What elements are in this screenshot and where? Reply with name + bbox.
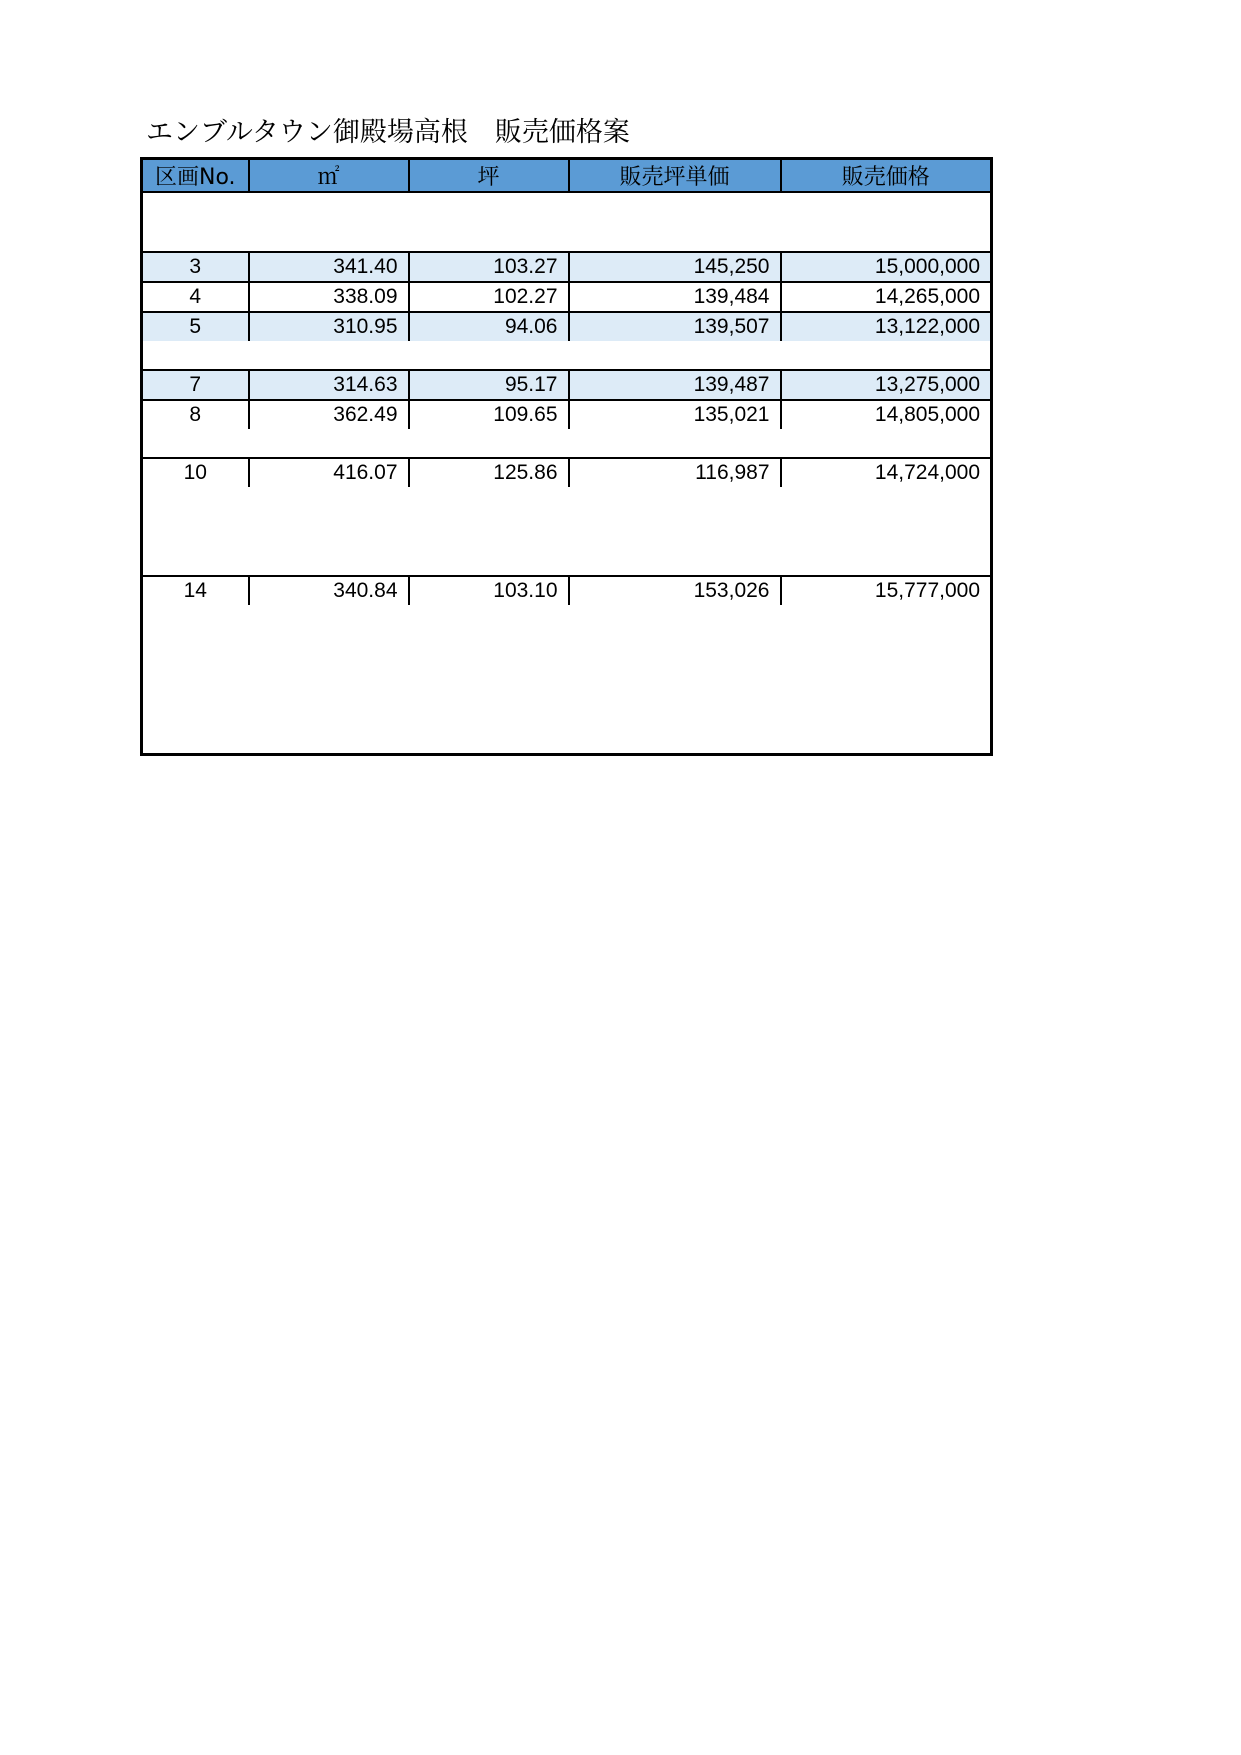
price-cell: 13,275,000 [781, 370, 992, 400]
tsubo-cell: 103.27 [409, 252, 569, 282]
table-row [142, 576, 992, 605]
lot-no-cell: 4 [142, 282, 249, 312]
tsubo-cell: 103.10 [409, 576, 569, 605]
header-unit-price: 販売坪単価 [569, 159, 781, 193]
tsubo-cell: 94.06 [409, 312, 569, 341]
price-cell: 14,265,000 [781, 282, 992, 312]
blank-row [142, 605, 992, 755]
sqm-cell: 340.84 [249, 576, 409, 605]
unit-price-cell: 139,507 [569, 312, 781, 341]
price-cell: 15,000,000 [781, 252, 992, 282]
lot-no-cell: 7 [142, 370, 249, 400]
tsubo-cell: 102.27 [409, 282, 569, 312]
sqm-cell: 416.07 [249, 458, 409, 487]
price-cell: 13,122,000 [781, 312, 992, 341]
sqm-cell: 362.49 [249, 400, 409, 429]
table-row [142, 400, 992, 429]
table-row [142, 312, 992, 341]
lot-no-cell: 10 [142, 458, 249, 487]
lot-no-cell: 14 [142, 576, 249, 605]
price-cell: 14,724,000 [781, 458, 992, 487]
tsubo-cell: 95.17 [409, 370, 569, 400]
sqm-cell: 310.95 [249, 312, 409, 341]
table-header-row [142, 159, 992, 193]
unit-price-cell: 145,250 [569, 252, 781, 282]
blank-row [142, 429, 992, 458]
unit-price-cell: 139,487 [569, 370, 781, 400]
tsubo-cell: 109.65 [409, 400, 569, 429]
header-square-meters: ㎡ [249, 159, 409, 193]
unit-price-cell: 153,026 [569, 576, 781, 605]
table-row [142, 282, 992, 312]
tsubo-cell: 125.86 [409, 458, 569, 487]
lot-no-cell: 8 [142, 400, 249, 429]
sqm-cell: 338.09 [249, 282, 409, 312]
unit-price-cell: 139,484 [569, 282, 781, 312]
sqm-cell: 341.40 [249, 252, 409, 282]
sqm-cell: 314.63 [249, 370, 409, 400]
price-cell: 14,805,000 [781, 400, 992, 429]
unit-price-cell: 116,987 [569, 458, 781, 487]
header-tsubo: 坪 [409, 159, 569, 193]
lot-no-cell: 3 [142, 252, 249, 282]
table-row [142, 370, 992, 400]
blank-row [142, 341, 992, 370]
header-sale-price: 販売価格 [781, 159, 992, 193]
page-title: エンブルタウン御殿場高根 販売価格案 [146, 117, 630, 148]
unit-price-cell: 135,021 [569, 400, 781, 429]
table-row [142, 252, 992, 282]
blank-row [142, 192, 992, 252]
lot-no-cell: 5 [142, 312, 249, 341]
price-cell: 15,777,000 [781, 576, 992, 605]
table-row [142, 458, 992, 487]
blank-row [142, 487, 992, 576]
price-table [140, 157, 993, 756]
header-lot-no: 区画No. [142, 159, 249, 193]
